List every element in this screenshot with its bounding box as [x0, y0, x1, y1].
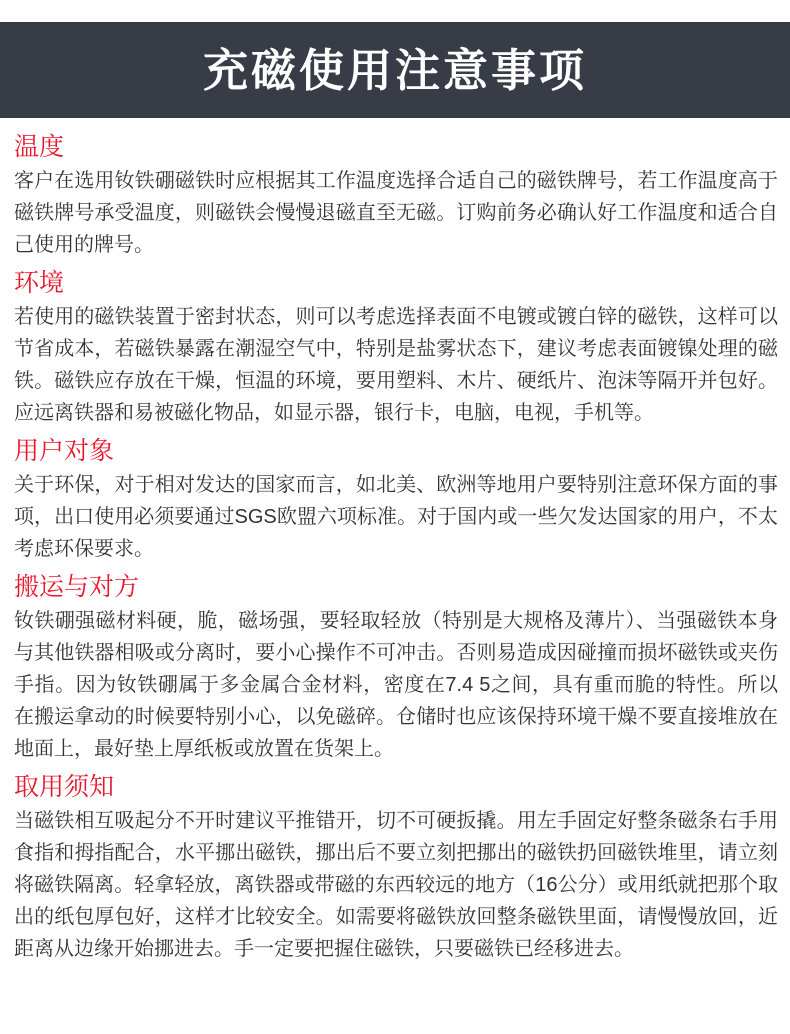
section-body-environment: 若使用的磁铁装置于密封状态，则可以考虑选择表面不电镀或镀白锌的磁铁，这样可以节省成本，若磁铁暴露在潮湿空气中，特别是盐雾状态下，建议考虑表面镀镍处理的磁铁。磁铁应存放在干燥，恒温的环境，要用塑料、木片、硬纸片、泡沫等隔开并包好。应远离铁器和易被磁化物品，如显示器，银行卡，电脑，电视，手机等。: [14, 306, 778, 424]
section-body-usage-notes: 当磁铁相互吸起分不开时建议平推错开，切不可硬扳撬。用左手固定好整条磁条右手用食指和拇指配合，水平挪出磁铁，挪出后不要立刻把挪出的磁铁扔回磁铁堆里，请立刻将磁铁隔离。轻拿轻放，离铁器或带磁的东西较远的地方（16公分）或用纸就把那个取出的纸包厚包好，这样才比较安全。如需要将磁铁放回整条磁铁里面，请慢慢放回，近距离从边缘开始挪进去。手一定要把握住磁铁，只要磁铁已经移进去。: [14, 810, 778, 960]
section-heading-user-targets: 用户对象: [14, 437, 115, 465]
section-heading-environment: 环境: [14, 269, 65, 297]
section-body-temperature: 客户在选用钕铁硼磁铁时应根据其工作温度选择合适自己的磁铁牌号，若工作温度高于磁铁牌号承受温度，则磁铁会慢慢退磁直至无磁。订购前务必确认好工作温度和适合自己使用的牌号。: [14, 170, 778, 256]
section-usage-notes: [14, 772, 778, 965]
section-user-targets: [14, 436, 778, 565]
section-body-user-targets: 关于环保，对于相对发达的国家而言，如北美、欧洲等地用户要特别注意环保方面的事项，出口使用必须要通过SGS欧盟六项标准。对于国内或一些欠发达国家的用户，不太考虑环保要求。: [14, 474, 778, 560]
section-environment: [14, 268, 778, 429]
section-heading-handling: 搬运与对方: [14, 573, 140, 601]
section-heading-usage-notes: 取用须知: [14, 773, 115, 801]
section-body-handling: 钕铁硼强磁材料硬，脆，磁场强，要轻取轻放（特别是大规格及薄片）、当强磁铁本身与其他铁器相吸或分离时，要小心操作不可冲击。否则易造成因碰撞而损坏磁铁或夹伤手指。因为钕铁硼属于多金属合金材料，密度在7.4 5之间，具有重而脆的特性。所以在搬运拿动的时候要特别小心，以免磁碎。仓储时也应该保持环境干燥不要直接堆放在地面上，最好垫上厚纸板或放置在货架上。: [14, 610, 778, 760]
header-banner: [0, 22, 790, 118]
top-white-strip: [0, 0, 790, 22]
section-temperature: [14, 132, 778, 261]
section-heading-temperature: 温度: [14, 133, 65, 161]
page-title: 充磁使用注意事项: [202, 44, 587, 96]
section-handling: [14, 572, 778, 765]
document-body: [0, 118, 790, 965]
